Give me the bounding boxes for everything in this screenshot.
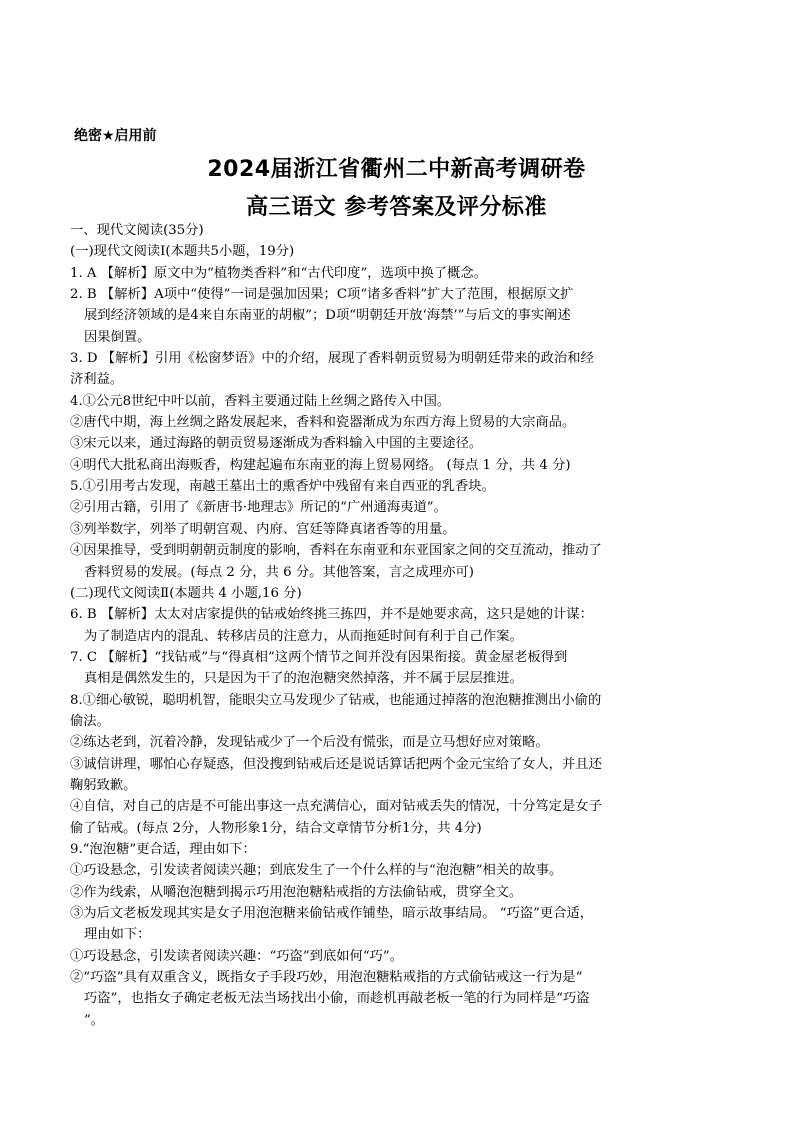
answer-line: 4.①公元8世纪中叶以前，香料主要通过陆上丝绸之路传入中国。 xyxy=(70,393,451,409)
answer-line: 3. D 【解析】引用《松窗梦语》中的介绍，展现了香料朝贡贸易为明朝廷带来的政治和经 xyxy=(70,351,594,367)
answer-line: 偷法。 xyxy=(70,713,110,729)
answer-line: 偷了钻戒。(每点 2分，人物形象1分，结合文章情节分析1分，共 4分) xyxy=(70,820,482,836)
document-subtitle: 高三语文 参考答案及评分标准 xyxy=(246,195,547,220)
answer-line: 2. B 【解析】A项中“使得”一词是强加因果；C项“诸多香料”扩大了范围，根据原文扩 xyxy=(70,287,574,303)
answer-line: ②练达老到，沉着冷静，发现钻戒少了一个后没有慌张，而是立马想好应对策略。 xyxy=(70,735,549,751)
answer-line: 9.“泡泡糖”更合适，理由如下： xyxy=(70,841,256,857)
answer-line: 鞠躬致歉。 xyxy=(70,777,137,793)
answer-line: ③诚信讲理，哪怕心存疑惑，但没搜到钻戒后还是说话算话把两个金元宝给了女人，并且还 xyxy=(70,756,602,772)
document-title: 2024届浙江省衢州二中新高考调研卷 xyxy=(207,157,586,182)
answer-line: ④自信，对自己的店是不可能出事这一点充满信心，面对钻戒丢失的情况，十分笃定是女子 xyxy=(70,799,602,815)
answer-line: 真相是偶然发生的，只是因为干了的泡泡糖突然掉落，并不属于层层推进。 xyxy=(84,671,523,687)
answer-line: 因果倒置。 xyxy=(84,329,151,345)
answer-line: ④明代大批私商出海贩香，构建起遍布东南亚的海上贸易网络。 (每点 1 分，共 4 分) xyxy=(70,457,571,473)
answer-line: ③为后文老板发现其实是女子用泡泡糖来偷钻戒作铺垫，暗示故事结局。 “巧盗”更合适， xyxy=(70,906,594,921)
answer-line: 为了制造店内的混乱、转移店员的注意力，从而拖延时间有利于自己作案。 xyxy=(84,628,523,644)
answer-line: ②引用古籍，引用了《新唐书·地理志》所记的“广州通海夷道”。 xyxy=(70,500,447,516)
answer-line: ①巧设悬念，引发读者阅读兴趣；到底发生了一个什么样的与“泡泡糖”相关的故事。 xyxy=(70,863,563,879)
answer-line: 济利益。 xyxy=(70,372,124,388)
answer-line: 展到经济领域的是4来自东南亚的胡椒”；D项“明朝廷开放‘海禁’”与后文的事实阐述 xyxy=(84,308,571,324)
answer-line: 理由如下： xyxy=(84,927,151,943)
answer-line: 8.①细心敏锐，聪明机智，能眼尖立马发现少了钻戒，也能通过掉落的泡泡糖推测出小偷的 xyxy=(70,692,602,708)
answer-line: 5.①引用考古发现，南越王墓出土的熏香炉中残留有来自西亚的乳香块。 xyxy=(70,479,495,495)
answer-line: 1. A 【解析】原文中为“植物类香料”和“古代印度”，选项中换了概念。 xyxy=(70,265,487,281)
answer-line: ③宋元以来，通过海路的朝贡贸易逐渐成为香料输入中国的主要途径。 xyxy=(70,436,483,452)
answer-line: ②“巧盗”具有双重含义，既指女子手段巧妙，用泡泡糖粘戒指的方式偷钻戒这一行为是“ xyxy=(70,970,583,986)
answer-body xyxy=(70,220,730,1031)
section-heading: 一、现代文阅读(35分) xyxy=(70,223,204,238)
subsection-heading: (二)现代文阅读Ⅱ(本题共 4 小题,16 分) xyxy=(70,585,302,601)
subsection-heading: (一)现代文阅读Ⅰ(本题共5小题，19分) xyxy=(70,244,295,260)
answer-line: ”。 xyxy=(84,1012,105,1028)
answer-line: 巧盗”，也指女子确定老板无法当场找出小偷，而趁机再敲老板一笔的行为同样是“巧盗 xyxy=(84,991,590,1007)
answer-line: 6. B 【解析】太太对店家提供的钻戒始终挑三拣四，并不是她要求高，这只是她的计谋： xyxy=(70,607,593,623)
answer-line: ①巧设悬念，引发读者阅读兴趣：“巧盗”到底如何“巧”。 xyxy=(70,948,404,964)
answer-line: ②唐代中期，海上丝绸之路发展起来，香料和瓷器渐成为东西方海上贸易的大宗商品。 xyxy=(70,415,576,431)
answer-line: 7. C 【解析】“找钻戒”与“得真相”这两个情节之间并没有因果衔接。黄金屋老板得到 xyxy=(70,649,568,665)
answer-line: ③列举数字，列举了明朝宫观、内府、宫廷等降真诸香等的用量。 xyxy=(70,521,456,537)
answer-line: 香料贸易的发展。(每点 2 分，共 6 分。其他答案，言之成理亦可) xyxy=(84,564,474,580)
answer-line: ④因果推导，受到明朝朝贡制度的影响，香料在东南亚和东亚国家之间的交互流动，推动了 xyxy=(70,543,602,559)
answer-line: ②作为线索，从嚼泡泡糖到揭示巧用泡泡糖粘戒指的方法偷钻戒，贯穿全文。 xyxy=(70,884,523,900)
confidential-label: 绝密★启用前 xyxy=(74,128,157,144)
